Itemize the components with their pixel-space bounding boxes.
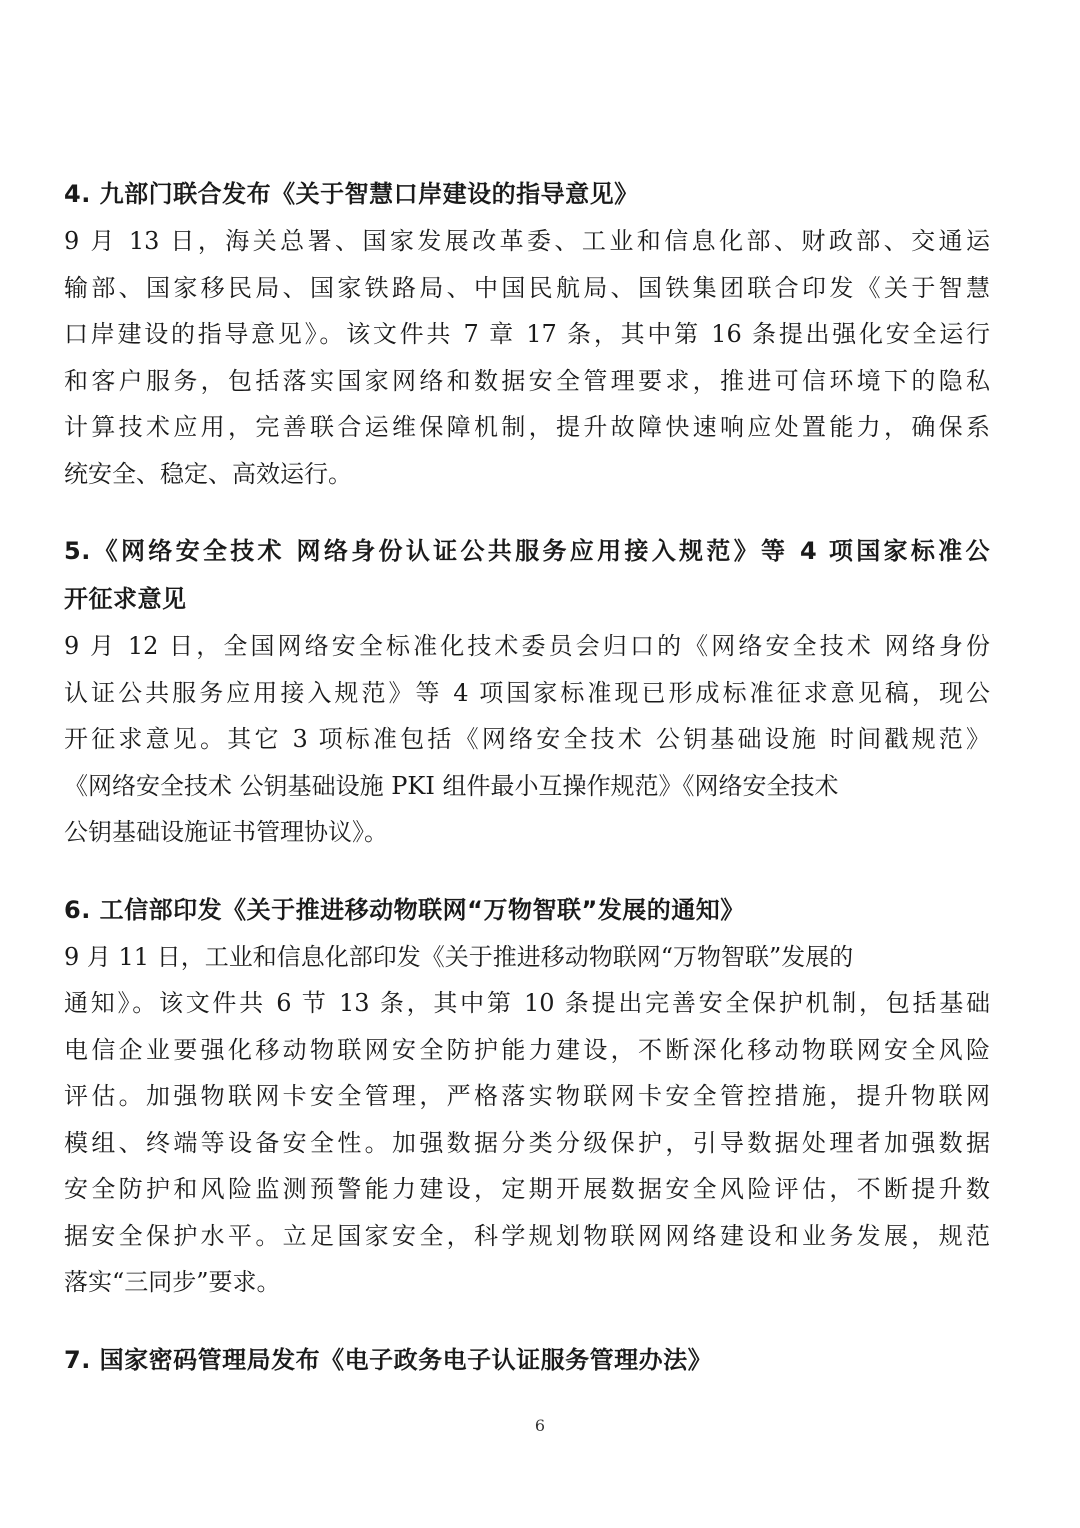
body-line: 据安全保护水平。立足国家安全，科学规划物联网网络建设和业务发展，规范	[64, 1221, 990, 1250]
body-line: 安全防护和风险监测预警能力建设，定期开展数据安全风险评估，不断提升数	[64, 1175, 990, 1203]
body-line: 认证公共服务应用接入规范》等 4 项国家标准现已形成标准征求意见稿，现公	[64, 678, 990, 707]
body-line: 统安全、稳定、高效运行。	[64, 459, 352, 488]
page-number: 6	[534, 1416, 546, 1435]
body-line: 模组、终端等设备安全性。加强数据分类分级保护，引导数据处理者加强数据	[64, 1128, 990, 1157]
heading-line: 7. 国家密码管理局发布《电子政务电子认证服务管理办法》	[64, 1345, 713, 1374]
body-line: 口岸建设的指导意见》。该文件共 7 章 17 条，其中第 16 条提出强化安全运行	[64, 320, 990, 348]
section-body	[64, 934, 990, 1306]
body-line: 9 月 12 日，全国网络安全标准化技术委员会归口的《网络安全技术 网络身份	[64, 632, 990, 660]
section-body	[64, 623, 990, 856]
body-line: 计算技术应用，完善联合运维保障机制，提升故障快速响应处置能力，确保系	[64, 413, 990, 441]
body-line: 输部、国家移民局、国家铁路局、中国民航局、国铁集团联合印发《关于智慧	[64, 273, 990, 302]
section-heading	[64, 527, 990, 623]
heading-line: 5.《网络安全技术 网络身份认证公共服务应用接入规范》等 4 项国家标准公	[64, 537, 990, 565]
news-item-7	[64, 1336, 990, 1384]
body-line: 9 月 13 日，海关总署、国家发展改革委、工业和信息化部、财政部、交通运	[64, 227, 990, 255]
section-heading	[64, 170, 990, 218]
body-line: 公钥基础设施证书管理协议》。	[64, 818, 388, 846]
news-item-6	[64, 886, 990, 1306]
news-item-4	[64, 170, 990, 497]
body-line: 落实“三同步”要求。	[64, 1268, 281, 1296]
section-heading	[64, 886, 990, 934]
heading-line: 开征求意见	[64, 585, 187, 613]
body-line: 开征求意见。其它 3 项标准包括《网络安全技术 公钥基础设施 时间戳规范》	[64, 725, 990, 753]
body-line: 9 月 11 日，工业和信息化部印发《关于推进移动物联网“万物智联”发展的	[64, 942, 854, 971]
news-item-5	[64, 527, 990, 856]
body-line: 电信企业要强化移动物联网安全防护能力建设，不断深化移动物联网安全风险	[64, 1035, 990, 1064]
body-line: 评估。加强物联网卡安全管理，严格落实物联网卡安全管控措施，提升物联网	[64, 1082, 990, 1110]
section-heading	[64, 1336, 990, 1384]
heading-line: 4. 九部门联合发布《关于智慧口岸建设的指导意见》	[64, 180, 639, 208]
body-line: 《网络安全技术 公钥基础设施 PKI 组件最小互操作规范》《网络安全技术	[64, 771, 839, 800]
heading-line: 6. 工信部印发《关于推进移动物联网“万物智联”发展的通知》	[64, 895, 745, 924]
page-content	[64, 170, 990, 1414]
body-line: 通知》。该文件共 6 节 13 条，其中第 10 条提出完善安全保护机制，包括基础	[64, 989, 990, 1017]
body-line: 和客户服务，包括落实国家网络和数据安全管理要求，推进可信环境下的隐私	[64, 366, 990, 395]
section-body	[64, 218, 990, 497]
